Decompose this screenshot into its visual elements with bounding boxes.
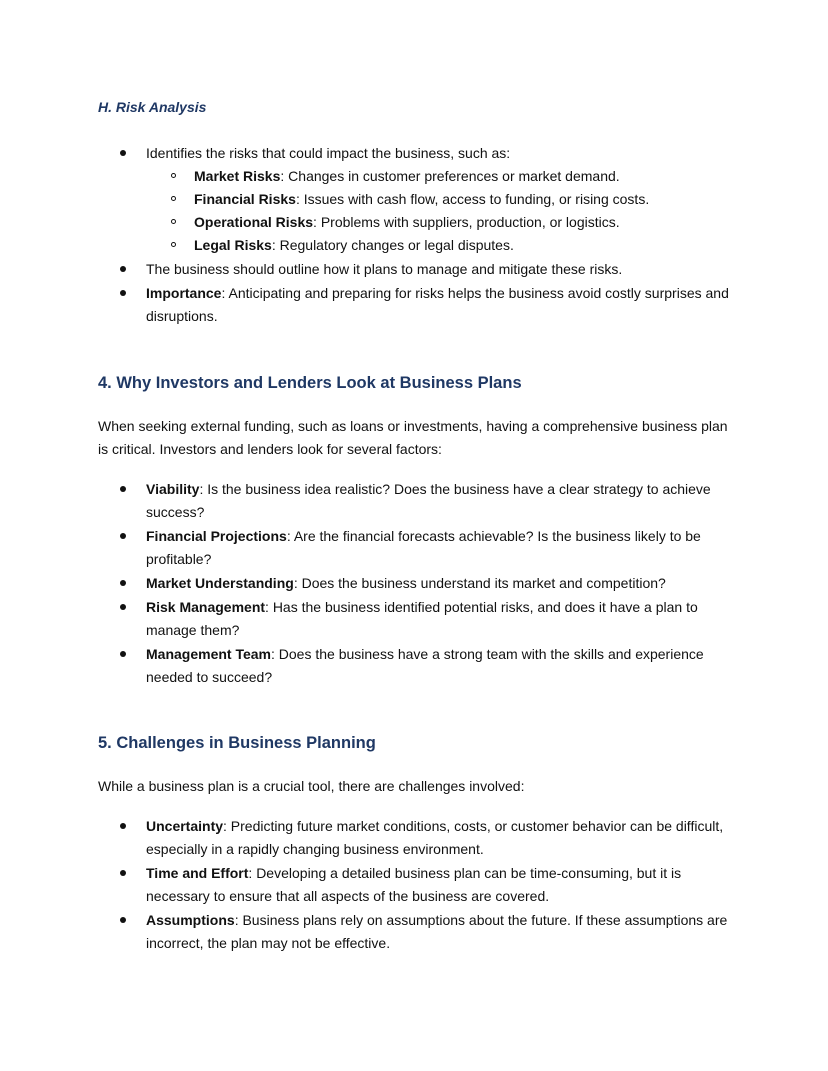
list-item <box>146 234 738 257</box>
term: Financial Projections <box>146 528 287 544</box>
bullet-icon <box>120 651 126 657</box>
term: Time and Effort <box>146 865 249 881</box>
description: : Business plans rely on assumptions about the future. If these assumptions are incorrect, the plan may not be effective. <box>146 912 728 951</box>
term: Assumptions <box>146 912 235 928</box>
term: Management Team <box>146 646 271 662</box>
list-item <box>98 862 738 908</box>
description: : Developing a detailed business plan can be time-consuming, but it is necessary to ensure that all aspects of the business are covered. <box>146 865 682 904</box>
page-content <box>98 97 738 956</box>
term: Financial Risks <box>194 191 296 207</box>
term: Uncertainty <box>146 818 224 834</box>
bullet-icon <box>120 290 126 296</box>
description: : Regulatory changes or legal disputes. <box>271 237 514 253</box>
list-item <box>98 525 738 571</box>
description: : Is the business idea realistic? Does the business have a clear strategy to achieve success? <box>146 481 711 520</box>
list-item <box>98 258 738 281</box>
bullet-icon <box>120 533 126 539</box>
section-title-challenges: 5. Challenges in Business Planning <box>98 734 376 752</box>
term: Legal Risks <box>194 237 272 253</box>
description: : Does the business have a strong team with the skills and experience needed to succeed? <box>146 646 704 685</box>
description: : Are the financial forecasts achievable? Is the business likely to be profitable? <box>146 528 701 567</box>
bullet-icon <box>120 486 126 492</box>
bullet-icon <box>120 870 126 876</box>
term: Importance <box>146 285 222 301</box>
circle-bullet-icon <box>171 219 176 224</box>
circle-bullet-icon <box>171 196 176 201</box>
investor-factors-list <box>98 478 738 689</box>
description: : Anticipating and preparing for risks helps the business avoid costly surprises and disruptions. <box>146 285 729 324</box>
list-item <box>146 211 738 234</box>
term: Market Risks <box>194 168 281 184</box>
risk-types-list <box>146 165 738 257</box>
risk-manage-text: The business should outline how it plans to manage and mitigate these risks. <box>146 261 623 277</box>
list-item <box>98 142 738 257</box>
list-item <box>98 478 738 524</box>
description: : Does the business understand its market and competition? <box>293 575 666 591</box>
list-item <box>98 572 738 595</box>
bullet-icon <box>120 580 126 586</box>
section-intro-investors: When seeking external funding, such as loans or investments, having a comprehensive business plan is critical. Investors and lenders look for several factors: <box>98 418 728 457</box>
circle-bullet-icon <box>171 173 176 178</box>
description: : Issues with cash flow, access to funding, or rising costs. <box>295 191 650 207</box>
description: : Predicting future market conditions, costs, or customer behavior can be difficult, especially in a rapidly changing business environment. <box>146 818 724 857</box>
term: Operational Risks <box>194 214 314 230</box>
term: Market Understanding <box>146 575 294 591</box>
circle-bullet-icon <box>171 242 176 247</box>
list-item <box>98 596 738 642</box>
description: : Problems with suppliers, production, or logistics. <box>313 214 620 230</box>
bullet-icon <box>120 266 126 272</box>
list-item <box>146 188 738 211</box>
bullet-icon <box>120 917 126 923</box>
list-item <box>98 815 738 861</box>
bullet-icon <box>120 823 126 829</box>
list-item <box>98 909 738 955</box>
risk-intro-text: Identifies the risks that could impact the business, such as: <box>146 145 511 161</box>
description: : Has the business identified potential risks, and does it have a plan to manage them? <box>146 599 698 638</box>
risk-analysis-list <box>98 142 738 328</box>
section-intro-challenges: While a business plan is a crucial tool, there are challenges involved: <box>98 778 525 794</box>
bullet-icon <box>120 604 126 610</box>
challenges-list <box>98 815 738 955</box>
term: Risk Management <box>146 599 266 615</box>
description: : Changes in customer preferences or market demand. <box>280 168 620 184</box>
bullet-icon <box>120 150 126 156</box>
term: Viability <box>146 481 200 497</box>
list-item <box>98 282 738 328</box>
list-item <box>98 643 738 689</box>
list-item <box>146 165 738 188</box>
section-title-investors: 4. Why Investors and Lenders Look at Business Plans <box>98 374 522 392</box>
subsection-title-risk-analysis: H. Risk Analysis <box>98 99 207 115</box>
